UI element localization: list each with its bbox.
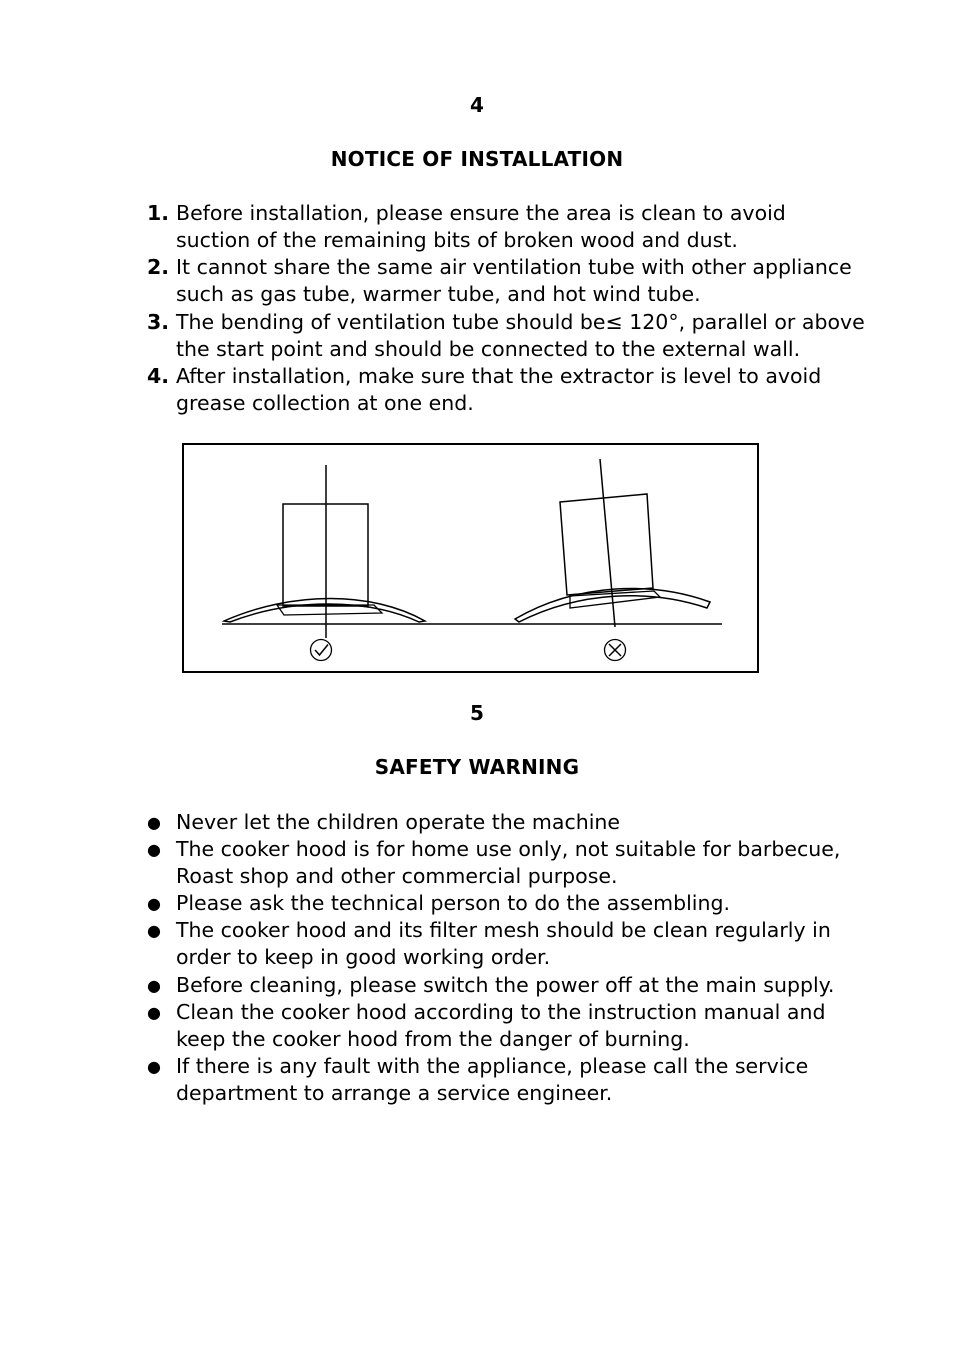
- item-text-line: Clean the cooker hood according to the instruction manual and: [176, 1000, 826, 1024]
- check-icon: [311, 640, 332, 661]
- bullet-icon: ●: [147, 1057, 161, 1076]
- chimney-cover: [560, 494, 653, 595]
- item-text-line: The cooker hood is for home use only, not suitable for barbecue,: [176, 837, 841, 861]
- item-text-line: keep the cooker hood from the danger of burning.: [176, 1027, 690, 1051]
- diagram-frame: [183, 444, 758, 672]
- section-5-number: 5: [470, 701, 484, 725]
- bullet-icon: ●: [147, 1003, 161, 1022]
- item-text-line: The cooker hood and its filter mesh should be clean regularly in: [176, 918, 831, 942]
- item-number: 4.: [147, 364, 170, 388]
- hood-level-diagram: [182, 443, 760, 674]
- item-text-line: department to arrange a service engineer.: [176, 1081, 613, 1105]
- bullet-icon: ●: [147, 840, 161, 859]
- glass-canopy: [224, 599, 425, 623]
- bullet-icon: ●: [147, 921, 161, 940]
- item-text-line: such as gas tube, warmer tube, and hot wind tube.: [176, 282, 701, 306]
- level-hood-figure: [224, 465, 425, 661]
- item-text-line: Before installation, please ensure the area is clean to avoid: [176, 201, 786, 225]
- item-text-line: Please ask the technical person to do the assembling.: [176, 891, 731, 915]
- item-number: 2.: [147, 255, 170, 279]
- bullet-icon: ●: [147, 813, 161, 832]
- item-text-line: Roast shop and other commercial purpose.: [176, 864, 618, 888]
- vertical-reference-line: [600, 459, 615, 627]
- bullet-icon: ●: [147, 976, 161, 995]
- item-number: 1.: [147, 201, 170, 225]
- item-number: 3.: [147, 310, 170, 334]
- item-text-line: suction of the remaining bits of broken wood and dust.: [176, 228, 738, 252]
- item-text-line: grease collection at one end.: [176, 391, 474, 415]
- item-text-line: It cannot share the same air ventilation tube with other appliance: [176, 255, 852, 279]
- item-text-line: Before cleaning, please switch the power off at the main supply.: [176, 973, 835, 997]
- tilted-hood-figure: [515, 459, 710, 661]
- notice-of-installation-heading: NOTICE OF INSTALLATION: [330, 147, 624, 171]
- item-text-line: If there is any fault with the appliance, please call the service: [176, 1054, 809, 1078]
- safety-warning-heading: SAFETY WARNING: [374, 755, 580, 779]
- section-4-number: 4: [470, 93, 484, 117]
- cross-icon: [605, 640, 626, 661]
- item-text-line: After installation, make sure that the extractor is level to avoid: [176, 364, 822, 388]
- item-text-line: order to keep in good working order.: [176, 945, 551, 969]
- bullet-icon: ●: [147, 894, 161, 913]
- item-text-line: The bending of ventilation tube should be≤ 120°, parallel or above: [176, 310, 865, 334]
- item-text-line: the start point and should be connected to the external wall.: [176, 337, 801, 361]
- item-text-line: Never let the children operate the machine: [176, 810, 621, 834]
